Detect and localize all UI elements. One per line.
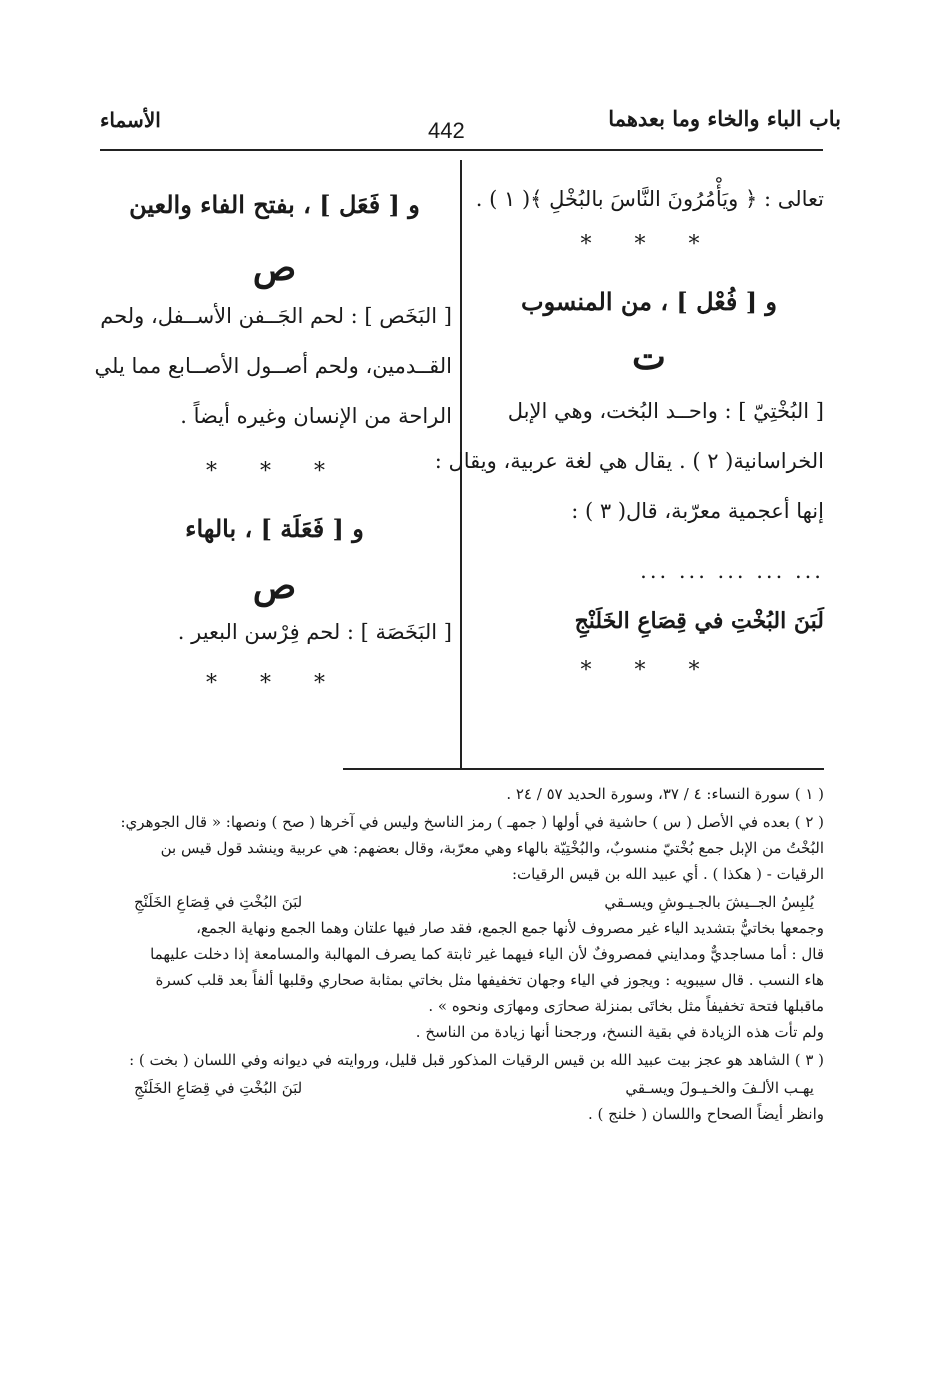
verse-line: لَبَنَ البُخْتِ في قِصَاعِ الخَلَنْجِ bbox=[574, 608, 824, 634]
columns-bottom-rule bbox=[343, 768, 824, 770]
text-line: [ البَخَصَة ] : لحم فِرْسن البعير . bbox=[177, 620, 452, 644]
footnote-text: هاء النسب . قال سيبويه : ويجوز في الياء وجهان تخفيفها مثل بخاتي بمثابة صحاري وقلبها ألفاً بعد قلب كسرة bbox=[155, 971, 824, 989]
footnote-1: ( ١ ) سورة النساء: ٤ / ٣٧، وسورة الحديد ٥٧ / ٢٤ . bbox=[506, 785, 824, 803]
footnote-text: وجمعها بخاتيُّ بتشديد الياء غير مصروف لأنها جمع الجمع، فقد صار فيها علتان وهما الجمع ونهاية الجمع، bbox=[196, 919, 824, 937]
text-line: [ البَخَص ] : لحم الجَــفن الأســفل، ولحم bbox=[100, 304, 452, 328]
footnote-verse bbox=[104, 892, 824, 912]
verse-hemistich-2: لبَنَ البُخْتِ في قِصَاعِ الخَلَنْجِ bbox=[134, 893, 303, 911]
footnotes bbox=[104, 784, 824, 1124]
section-heading: و [ فَعَلَة ] ، بالهاء bbox=[185, 514, 364, 543]
footnote-verse bbox=[104, 1078, 824, 1098]
text-line: [ البُخْتِيّ ] : واحــد البُخت، وهي الإبل bbox=[507, 399, 824, 423]
separator-stars: * * * bbox=[206, 671, 343, 696]
text-line: تعالى : ﴿ ويَأْمُرُونَ النَّاسَ بالبُخْلِ ﴾( ١ ) . bbox=[475, 187, 824, 211]
header-rule bbox=[100, 149, 823, 151]
footnote-text: وانظر أيضاً الصحاح واللسان ( خلنج ) . bbox=[588, 1105, 824, 1123]
text-line: الراحة من الإنسان وغيره أيضاً . bbox=[180, 404, 452, 428]
letter-heading: ت bbox=[632, 336, 666, 378]
section-heading: و [ فَعَل ] ، بفتح الفاء والعين bbox=[129, 190, 420, 219]
section-title: الأسماء bbox=[100, 108, 161, 132]
text-line: القــدمين، ولحم أصــول الأصــابع مما يلي bbox=[94, 354, 452, 378]
left-column bbox=[94, 178, 452, 696]
ellipsis-line: ... ... ... ... ... bbox=[640, 559, 824, 583]
text-line: الخراسانية( ٢ ) . يقال هي لغة عربية، ويقال : bbox=[434, 449, 824, 473]
footnote-3: ( ٣ ) الشاهد هو عجز بيت عبيد الله بن قيس الرقيات المذكور قبل قليل، وروايته في ديوانه وفي اللسان ( بخت ) : bbox=[129, 1051, 824, 1069]
footnote-text: قال : أما مساجديٌّ ومدايني فمصروفٌ لأن الياء فيهما غير ثابتة كما يصرف المهالبة والمسامعة إذا دخلت عليهما bbox=[150, 945, 824, 963]
text-line: إنها أعجمية معرّبة، قال( ٣ ) : bbox=[571, 499, 824, 523]
footnote-text: البُخْتُ من الإبل جمع بُخْتيّ منسوبٌ، والبُخْتِيّة بالهاء وهي معرّبة، وقال بعضهم: هي عربية وينشد قول قيس بن bbox=[160, 839, 824, 857]
footnote-2: ( ٢ ) بعده في الأصل ( س ) حاشية في أولها ( جمهـ ) رمز الناسخ وليس في آخرها ( صح ) ونصها: « قال الجوهري: bbox=[120, 813, 824, 831]
letter-heading: ص bbox=[252, 247, 297, 289]
verse-hemistich-1: يهـب الألـفَ والخـيـولَ ويسـقي bbox=[625, 1079, 814, 1097]
footnote-text: ولم تأت هذه الزيادة في بقية النسخ، ورجحنا أنها زيادة من الناسخ . bbox=[415, 1023, 824, 1041]
separator-stars: * * * bbox=[580, 658, 718, 683]
letter-heading: ص bbox=[252, 565, 297, 607]
verse-hemistich-1: يُلبِسُ الجــيشَ بالجـيـوشِ ويسـقي bbox=[604, 893, 814, 911]
separator-stars: * * * bbox=[580, 232, 718, 257]
right-column bbox=[434, 178, 824, 683]
chapter-title: باب الباء والخاء وما بعدهما bbox=[608, 106, 841, 131]
section-heading: و [ فُعْل ] ، من المنسوب bbox=[520, 287, 778, 316]
verse-hemistich-2: لبَنَ البُخْتِ في قِصَاعِ الخَلَنْجِ bbox=[134, 1079, 303, 1097]
footnote-text: الرقيات - ( هكذا ) . أي عبيد الله بن قيس الرقيات: bbox=[511, 865, 824, 883]
page-number: 442 bbox=[428, 118, 465, 143]
footnote-text: ماقبلها فتحة تخفيفاً مثل بخاتَى بمنزلة صحارَى ومهارَى ونحوه » . bbox=[428, 997, 824, 1015]
separator-stars: * * * bbox=[206, 459, 343, 484]
